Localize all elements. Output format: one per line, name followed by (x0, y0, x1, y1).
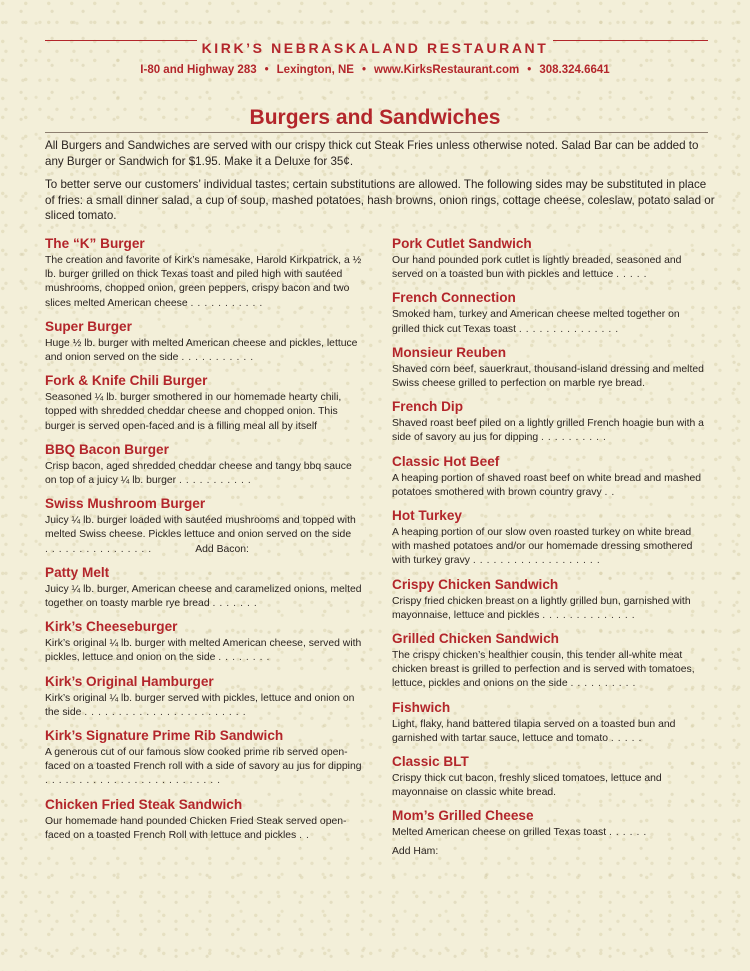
menu-item-name: Chicken Fried Steak Sandwich (45, 796, 243, 812)
price-leader-dots: ........... (179, 475, 255, 487)
menu-item (392, 398, 710, 445)
menu-item-description-text: Crisp bacon, aged shredded cheddar cheese and tangy bbq sauce on top of a juicy ¼ lb. burger (45, 460, 352, 487)
menu-item-description (392, 308, 710, 336)
price-leader-dots: ........... (190, 297, 267, 309)
website-link[interactable]: www.KirksRestaurant.com (374, 64, 520, 76)
menu-item-description (45, 337, 363, 365)
menu-item-description (392, 595, 710, 623)
price-leader-dots: ...... (608, 827, 651, 839)
menu-item-name: Kirk’s Original Hamburger (45, 673, 214, 689)
menu-item-name: BBQ Bacon Burger (45, 441, 169, 457)
menu-item-description (392, 363, 710, 391)
menu-item (45, 441, 363, 488)
menu-column-left (45, 235, 363, 850)
menu-item-description (45, 815, 363, 843)
menu-item-description-text: Smoked ham, turkey and American cheese melted together on grilled thick cut Texas toast (392, 309, 680, 335)
separator-dot: • (527, 64, 532, 76)
menu-item-name: French Dip (392, 399, 463, 415)
menu-item-description (392, 472, 710, 500)
intro-paragraph-1: All Burgers and Sandwiches are served with our crispy thick cut Steak Fries unless otherwise noted. Salad Bar can be added to any Burger or Sandwich for $1.95. Make it a Deluxe for 35¢. (45, 139, 699, 168)
menu-item-description-text: A generous cut of our famous slow cooked prime rib served open-faced on a toasted French roll with a side of savory au jus for dipping (45, 747, 362, 773)
menu-item-description-text: Huge ½ lb. burger with melted American cheese and pickles, lettuce and onion served on the side (45, 337, 358, 364)
separator-dot: • (361, 64, 366, 76)
price-leader-dots: ................ (45, 543, 156, 555)
price-leader-dots: ........ (218, 652, 274, 664)
menu-item (392, 289, 710, 336)
menu-item-description-text: Crispy thick cut bacon, freshly sliced tomatoes, lettuce and mayonnaise on classic white bread. (392, 773, 662, 799)
menu-item-description (45, 391, 363, 434)
menu-item-description-text: A heaping portion of our slow oven roasted turkey on white bread with mashed potatoes and/or our homemade dressing smothered with turkey gravy (392, 527, 693, 567)
phone-number[interactable]: 308.324.6641 (539, 64, 610, 76)
menu-item (392, 344, 710, 391)
menu-item (45, 618, 363, 665)
menu-item-description (392, 254, 710, 282)
menu-item-name: Kirk’s Signature Prime Rib Sandwich (45, 728, 284, 744)
menu-item-description-text: The crispy chicken’s healthier cousin, this tender all-white meat chicken breast is grilled to perfection and is served with tomatoes, lettuce, pickles and onions on the side (392, 650, 695, 690)
restaurant-name: KIRK’S NEBRASKALAND RESTAURANT (201, 40, 549, 56)
menu-item-description (392, 718, 710, 746)
menu-item-description (392, 826, 710, 840)
menu-item-description-text: A heaping portion of shaved roast beef on white bread and mashed potatoes smothered with brown country gravy (392, 472, 702, 498)
address-location: I-80 and Highway 283 (140, 64, 257, 76)
section-title: Burgers and Sandwiches (249, 106, 501, 129)
menu-item-name: Fork & Knife Chili Burger (45, 373, 208, 389)
price-leader-dots: ............... (518, 323, 623, 335)
menu-item-description (45, 460, 363, 488)
price-leader-dots: ..... (616, 269, 651, 281)
menu-item (392, 807, 710, 858)
address-city: Lexington, NE (276, 64, 354, 76)
menu-item-name: Mom’s Grilled Cheese (392, 808, 534, 824)
menu-item-description-text: Juicy ¼ lb. burger loaded with sautéed mushrooms and topped with melted Swiss cheese. Pickles lettuce and onion served on the side (45, 515, 356, 541)
menu-item-description (45, 254, 363, 311)
menu-item (45, 673, 363, 720)
menu-item-description (392, 417, 710, 445)
section-rule (45, 132, 708, 133)
price-leader-dots: .. (299, 829, 313, 841)
address-line (0, 64, 750, 76)
menu-item (392, 699, 710, 746)
menu-item (45, 318, 363, 365)
menu-item-description (45, 637, 363, 665)
menu-item (392, 235, 710, 282)
price-leader-dots: .......... (570, 678, 640, 690)
menu-item-description-text: Juicy ¼ lb. burger, American cheese and caramelized onions, melted together on toasty marble rye bread (45, 583, 362, 610)
menu-item (45, 564, 363, 611)
menu-item (392, 630, 710, 692)
menu-item-description-text: Melted American cheese on grilled Texas toast (392, 827, 607, 839)
menu-item (392, 576, 710, 623)
add-on-label: Add Ham: (392, 845, 439, 857)
price-leader-dots: .......................... (45, 775, 225, 787)
menu-item-name: Kirk’s Cheeseburger (45, 619, 178, 635)
price-leader-dots: .......... (541, 432, 610, 444)
menu-column-right (392, 235, 710, 866)
menu-item-name: Grilled Chicken Sandwich (392, 631, 559, 647)
price-leader-dots: ..... (610, 732, 646, 744)
menu-item-name: Hot Turkey (392, 508, 462, 524)
menu-item-description-text: The creation and favorite of Kirk’s namesake, Harold Kirkpatrick, a ½ lb. burger grilled on thick Texas toast and piled high with sautéed mushrooms, chopped onion, green peppers, crispy bacon and two slices melted American cheese (45, 255, 362, 309)
intro-paragraph-2: To better serve our customers’ individual tastes; certain substitutions are allowed. The following sides may be substituted in place of fries: a small dinner salad, a cup of soup, mashed potatoes, hash browns, onion rings, cottage cheese, coleslaw, potato salad or sliced tomato. (45, 178, 715, 223)
menu-item-description (45, 514, 363, 557)
menu-item-name: Classic Hot Beef (392, 453, 500, 469)
menu-item-name: Pork Cutlet Sandwich (392, 236, 532, 251)
menu-item-name: Monsieur Reuben (392, 344, 507, 360)
menu-item-name: Patty Melt (45, 564, 110, 580)
menu-item-name: Classic BLT (392, 754, 469, 770)
menu-item (45, 727, 363, 789)
price-leader-dots: ................... (472, 555, 604, 567)
menu-item-description (392, 649, 710, 692)
menu-item (45, 796, 363, 843)
menu-item-description-text: Light, flaky, hand battered tilapia served on a toasted bun and garnished with tartar sauce, lettuce and tomato (392, 718, 676, 744)
menu-item-description (392, 772, 710, 800)
menu-item-name: Super Burger (45, 318, 132, 334)
menu-item (45, 235, 363, 311)
menu-item-description-text: Crispy fried chicken breast on a lightly grilled bun, garnished with mayonnaise, lettuce and pickles (392, 595, 691, 621)
menu-item (45, 372, 363, 434)
price-leader-dots: ........................ (84, 706, 250, 718)
menu-item-description-text: Shaved roast beef piled on a lightly grilled French hoagie bun with a side of savory au jus for dipping (392, 418, 704, 444)
menu-item-description (45, 746, 363, 789)
menu-item-description (392, 526, 710, 569)
menu-item-name: Swiss Mushroom Burger (45, 496, 206, 512)
menu-item-name: French Connection (392, 290, 516, 306)
price-leader-dots: ........... (181, 352, 258, 364)
menu-item-description-text: Kirk’s original ¼ lb. burger served with pickles, lettuce and onion on the side (45, 692, 355, 718)
price-leader-dots: ....... (212, 598, 261, 610)
menu-item (45, 495, 363, 557)
price-leader-dots: .. (604, 486, 619, 498)
separator-dot: • (264, 64, 269, 76)
menu-item-description (45, 692, 363, 720)
price-leader-dots: .............. (542, 609, 639, 621)
menu-item-description-text: Our hand pounded pork cutlet is lightly breaded, seasoned and served on a toasted bun with pickles and lettuce (392, 255, 682, 281)
menu-item-name: The “K” Burger (45, 236, 145, 251)
menu-item-name: Crispy Chicken Sandwich (392, 576, 559, 592)
menu-item-description-text: Our homemade hand pounded Chicken Fried Steak served open-faced on a toasted French Roll with lettuce and pickles (45, 815, 347, 841)
menu-item-description-text: Seasoned ¼ lb. burger smothered in our homemade hearty chili, topped with shredded cheddar cheese and chopped onion. This burger is served open-faced and is a filling meal all by itself (45, 392, 342, 432)
menu-item-name: Fishwich (392, 699, 451, 715)
menu-item-description-text: Kirk’s original ¼ lb. burger with melted American cheese, served with pickles, lettuce and onion on the side (45, 638, 362, 664)
menu-item-description (45, 583, 363, 611)
menu-item-description-text: Shaved corn beef, sauerkraut, thousand-island dressing and melted Swiss cheese grilled to perfection on marble rye bread. (392, 363, 704, 390)
menu-item (392, 507, 710, 569)
menu-item (392, 453, 710, 500)
add-on-label: Add Bacon: (195, 543, 249, 555)
menu-item (392, 753, 710, 800)
